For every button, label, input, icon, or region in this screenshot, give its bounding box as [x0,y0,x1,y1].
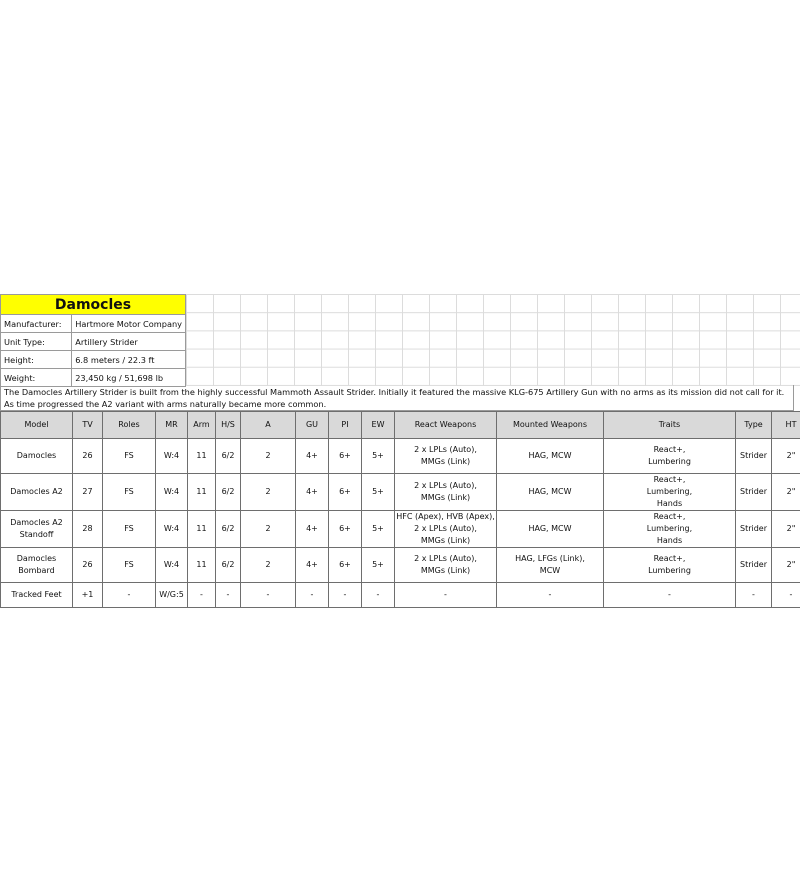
info-row [1,315,186,333]
line: Hands [656,536,683,545]
cell-hs: 6/2 [216,511,241,548]
col-roles: Roles [103,412,156,439]
line: Lumbering [648,457,691,466]
cell-gu: 4+ [296,548,329,583]
cell-react-weapons [395,548,497,583]
cell-ew: 5+ [362,474,395,511]
line: HAG, LFGs (Link), [515,554,585,563]
cell-ht: 2" [772,474,800,511]
col-model: Model [1,412,73,439]
cell-pi: - [329,583,362,608]
line: 2 x LPLs (Auto), [414,524,477,533]
cell-roles: FS [103,511,156,548]
cell-mr: W:4 [156,474,188,511]
cell-ew: 5+ [362,548,395,583]
col-mounted-weapons: Mounted Weapons [497,412,604,439]
spreadsheet-grid [186,294,800,386]
cell-react-weapons [395,474,497,511]
cell-a: - [241,583,296,608]
cell-mr: W:4 [156,511,188,548]
cell-ew: - [362,583,395,608]
cell-model: Damocles A2 Standoff [1,511,73,548]
col-gu: GU [296,412,329,439]
cell-react-weapons [395,439,497,474]
info-value: Hartmore Motor Company [72,315,186,333]
col-ht: HT [772,412,800,439]
info-key: Unit Type: [1,333,72,351]
cell-traits [604,548,736,583]
line: MCW [539,566,561,575]
info-key: Weight: [1,369,72,387]
col-tv: TV [73,412,103,439]
cell-model: Damocles Bombard [1,548,73,583]
cell-type: Strider [736,474,772,511]
cell-ew: 5+ [362,511,395,548]
cell-mr: W/G:5 [156,583,188,608]
table-row [1,439,800,474]
cell-a: 2 [241,474,296,511]
cell-model: Tracked Feet [1,583,73,608]
cell-roles: FS [103,439,156,474]
cell-ht: 2" [772,439,800,474]
cell-ht: 2" [772,511,800,548]
cell-pi: 6+ [329,439,362,474]
col-a: A [241,412,296,439]
cell-type: Strider [736,439,772,474]
line: HAG, MCW [528,487,572,496]
cell-tv: +1 [73,583,103,608]
cell-arm: 11 [188,548,216,583]
cell-mounted-weapons [497,439,604,474]
cell-roles: - [103,583,156,608]
cell-react-weapons: - [395,583,497,608]
cell-mounted-weapons [497,548,604,583]
cell-tv: 27 [73,474,103,511]
col-traits: Traits [604,412,736,439]
line: MMGs (Link) [420,536,471,545]
cell-model: Damocles [1,439,73,474]
table-row [1,548,800,583]
col-pi: PI [329,412,362,439]
cell-tv: 26 [73,439,103,474]
cell-ht: 2" [772,548,800,583]
line: 2 x LPLs (Auto), [414,481,477,490]
info-row [1,333,186,351]
line: Hands [656,499,683,508]
unit-description: The Damocles Artillery Strider is built from the highly successful Mammoth Assault Strider. Initially it featured the massive KLG-675 Artillery Gun with no arms as its mission did not call for it. As time progressed the A2 variant with arms naturally became more common. [0,385,794,411]
line: Lumbering [648,566,691,575]
cell-traits [604,511,736,548]
cell-gu: 4+ [296,439,329,474]
line: 2 x LPLs (Auto), [414,445,477,454]
col-ew: EW [362,412,395,439]
cell-traits [604,474,736,511]
cell-pi: 6+ [329,548,362,583]
cell-hs: 6/2 [216,439,241,474]
line: React+, [653,554,686,563]
cell-gu: 4+ [296,511,329,548]
cell-type: Strider [736,511,772,548]
unit-info-table [0,294,186,387]
col-react-weapons: React Weapons [395,412,497,439]
line: Lumbering, [646,487,693,496]
info-value: 23,450 kg / 51,698 lb [72,369,186,387]
info-value: Artillery Strider [72,333,186,351]
unit-title: Damocles [1,295,186,315]
info-value: 6.8 meters / 22.3 ft [72,351,186,369]
cell-mr: W:4 [156,548,188,583]
line: 2 x LPLs (Auto), [414,554,477,563]
line: HAG, MCW [528,524,572,533]
info-row [1,369,186,387]
cell-react-weapons [395,511,497,548]
header-row [1,412,800,439]
cell-a: 2 [241,548,296,583]
line: HFC (Apex), HVB (Apex), [396,512,495,521]
cell-a: 2 [241,439,296,474]
cell-tv: 28 [73,511,103,548]
cell-ht: - [772,583,800,608]
line: MMGs (Link) [420,457,471,466]
cell-arm: 11 [188,474,216,511]
info-key: Height: [1,351,72,369]
cell-roles: FS [103,548,156,583]
cell-mounted-weapons [497,511,604,548]
cell-model: Damocles A2 [1,474,73,511]
cell-arm: - [188,583,216,608]
cell-tv: 26 [73,548,103,583]
table-row [1,474,800,511]
cell-a: 2 [241,511,296,548]
line: MMGs (Link) [420,566,471,575]
cell-gu: - [296,583,329,608]
cell-type: - [736,583,772,608]
cell-pi: 6+ [329,511,362,548]
col-arm: Arm [188,412,216,439]
cell-traits: - [604,583,736,608]
cell-type: Strider [736,548,772,583]
line: React+, [653,475,686,484]
cell-pi: 6+ [329,474,362,511]
info-row [1,351,186,369]
col-hs: H/S [216,412,241,439]
cell-arm: 11 [188,511,216,548]
cell-hs: - [216,583,241,608]
cell-hs: 6/2 [216,548,241,583]
cell-hs: 6/2 [216,474,241,511]
cell-mounted-weapons: - [497,583,604,608]
cell-roles: FS [103,474,156,511]
cell-ew: 5+ [362,439,395,474]
info-key: Manufacturer: [1,315,72,333]
line: React+, [653,512,686,521]
table-row [1,511,800,548]
cell-mr: W:4 [156,439,188,474]
line: React+, [653,445,686,454]
stats-table [0,411,800,608]
cell-traits [604,439,736,474]
cell-arm: 11 [188,439,216,474]
cell-gu: 4+ [296,474,329,511]
col-mr: MR [156,412,188,439]
line: HAG, MCW [528,451,572,460]
col-type: Type [736,412,772,439]
line: Lumbering, [646,524,693,533]
table-row [1,583,800,608]
line: MMGs (Link) [420,493,471,502]
cell-mounted-weapons [497,474,604,511]
